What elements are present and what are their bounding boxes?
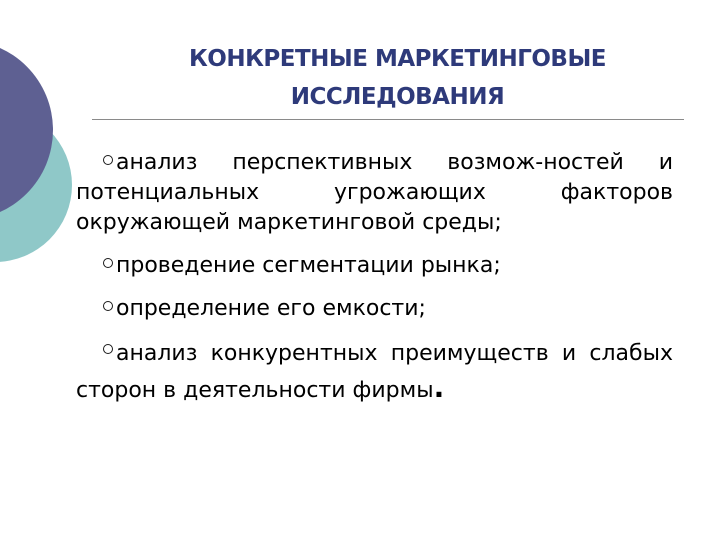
- title-line-2: ИССЛЕДОВАНИЯ: [290, 84, 505, 110]
- bullet-list: [76, 148, 673, 421]
- title-line-1: КОНКРЕТНЫЕ МАРКЕТИНГОВЫЕ: [189, 46, 606, 72]
- title-divider: [92, 119, 684, 120]
- hollow-circle-bullet-icon: [103, 301, 113, 311]
- hollow-circle-bullet-icon: [103, 258, 113, 268]
- list-item-text: проведение сегментации рынка;: [116, 253, 501, 278]
- hollow-circle-bullet-icon: [103, 344, 113, 354]
- list-item: [76, 337, 673, 408]
- list-item-text: определение его емкости;: [116, 296, 426, 321]
- list-item: [76, 251, 673, 281]
- hollow-circle-bullet-icon: [103, 155, 113, 165]
- list-item: [76, 148, 673, 238]
- list-item-period: .: [433, 371, 445, 404]
- slide-title: [100, 40, 695, 116]
- list-item: [76, 294, 673, 324]
- list-item-text: анализ конкурентных преимуществ и слабых сторон в деятельности фирмы: [76, 341, 673, 403]
- list-item-text: анализ перспективных возмож-ностей и потенциальных угрожающих факторов окружающей маркетинговой среды;: [76, 150, 673, 235]
